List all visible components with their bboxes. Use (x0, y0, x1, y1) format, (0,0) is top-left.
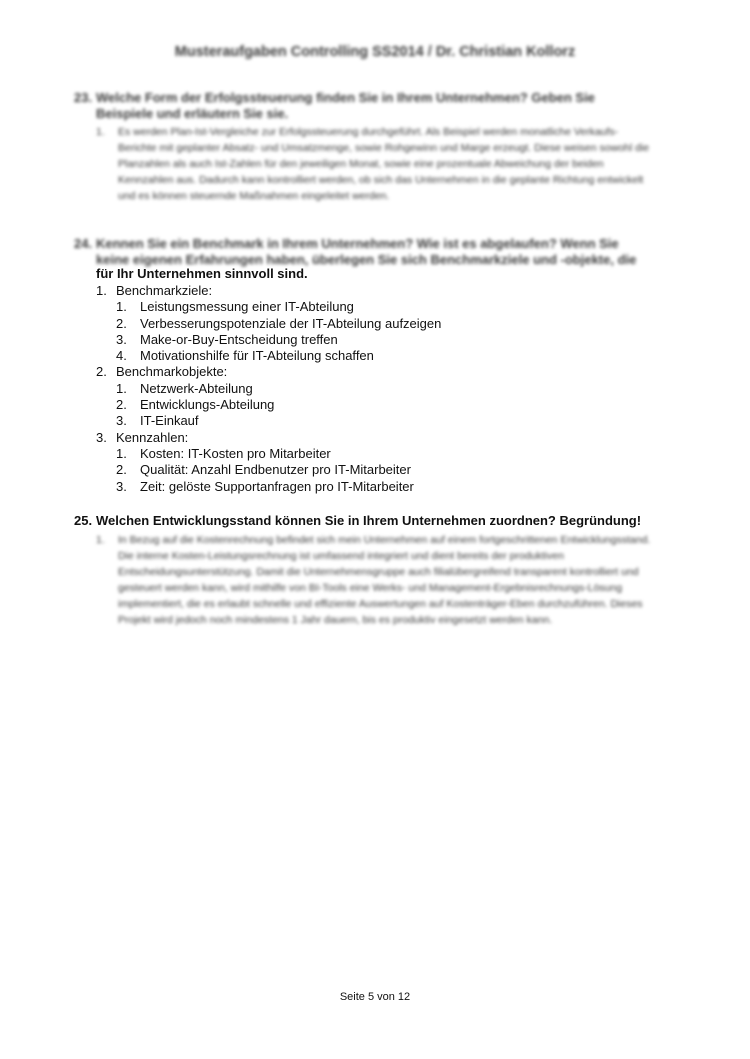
list-label: Make-or-Buy-Entscheidung treffen (140, 331, 338, 347)
question-text-line: keine eigenen Erfahrungen haben, überlegen Sie sich Benchmarkziele und -objekte, die (96, 252, 637, 267)
list-label: Leistungsmessung einer IT-Abteilung (140, 299, 354, 315)
list-label: Benchmarkobjekte: (116, 364, 228, 380)
list-item (96, 348, 441, 364)
list-number: 1. (116, 445, 127, 461)
list-label: Entwicklungs-Abteilung (140, 397, 275, 413)
list-item (96, 397, 441, 413)
list-number: 2. (116, 397, 127, 413)
list-number: 4. (116, 348, 127, 364)
list-number: 1. (96, 283, 107, 298)
question-text-line: Welchen Entwicklungsstand können Sie in Ihrem Unternehmen zuordnen? Begründung! (96, 513, 642, 528)
list-number: 1. (116, 380, 127, 396)
page-header: Musteraufgaben Controlling SS2014 / Dr. Christian Kollorz (174, 44, 576, 60)
list-label: Qualität: Anzahl Endbenutzer pro IT-Mitarbeiter (140, 462, 411, 478)
list-item (96, 283, 441, 299)
list-item (96, 462, 441, 478)
answer-number: 1. (96, 126, 105, 138)
list-label: Zeit: gelöste Supportanfragen pro IT-Mitarbeiter (140, 478, 414, 494)
benchmark-list (96, 283, 441, 495)
question-24 (74, 236, 674, 282)
list-number: 2. (116, 462, 127, 478)
question-text-line: für Ihr Unternehmen sinnvoll sind. (96, 266, 308, 281)
list-item (96, 332, 441, 348)
list-item (96, 316, 441, 332)
list-label: Netzwerk-Abteilung (140, 380, 253, 396)
list-number: 3. (116, 478, 127, 494)
list-item (96, 479, 441, 495)
question-text-line: Kennen Sie ein Benchmark in Ihrem Unternehmen? Wie ist es abgelaufen? Wenn Sie (96, 236, 619, 251)
answer-text: Es werden Plan-Ist-Vergleiche zur Erfolgssteuerung durchgeführt. Als Beispiel werden monatliche Verkaufs-Berichte mit geplanter Absatz- und Umsatzmenge, sowie Rohgewinn und Marge erzeugt. Diese weisen sowohl die Planzahlen als auch Ist-Zahlen für den jeweiligen Monat, sowie eine prozentuale Abweichung der beiden Kennzahlen aus. Dadurch kann kontrolliert werden, ob sich das Unternehmen in die geplante Richtung entwickelt und es können steuernde Maßnahmen eingeleitet werden. (118, 126, 650, 202)
question-25 (74, 513, 694, 529)
list-number: 1. (116, 299, 127, 315)
list-number: 3. (116, 413, 127, 429)
list-number: 3. (96, 429, 107, 445)
list-number: 2. (96, 364, 107, 380)
list-number: 2. (116, 315, 127, 331)
question-number: 23. (74, 90, 93, 105)
list-item (96, 364, 441, 380)
answer-text: In Bezug auf die Kostenrechnung befindet sich mein Unternehmen auf einem fortgeschrittenen Entwicklungsstand. Die interne Kosten-Leistungsrechnung ist umfassend integriert und dient bereits der produktiven Entscheidungsunterstützung. Damit die Unternehmensgruppe auch filialübergreifend transparent kontrolliert und gesteuert werden kann, wird mithilfe von BI-Tools eine Werks- und Management-Ergebnisrechnungs-Lösung implementiert, die es erlaubt schnelle und effiziente Auswertungen auf Kostenträger-Eben durchzuführen. Dieses Projekt wird jedoch noch mindestens 1 Jahr dauern, bis es produktiv eingesetzt werden kann. (118, 534, 651, 626)
list-label: Kosten: IT-Kosten pro Mitarbeiter (140, 445, 331, 461)
question-text-line: Welche Form der Erfolgssteuerung finden Sie in Ihrem Unternehmen? Geben Sie (96, 90, 595, 105)
list-label: Benchmarkziele: (116, 283, 213, 298)
answer-number: 1. (96, 534, 105, 546)
answer-25 (96, 532, 656, 628)
list-label: Motivationshilfe für IT-Abteilung schaffen (140, 348, 374, 364)
list-number: 3. (116, 331, 127, 347)
question-number: 25. (74, 513, 93, 528)
list-label: Verbesserungspotenziale der IT-Abteilung aufzeigen (140, 315, 442, 331)
question-number: 24. (74, 236, 93, 251)
question-23 (74, 90, 674, 122)
page-footer: Seite 5 von 12 (339, 991, 411, 1003)
list-item (96, 413, 441, 429)
list-item (96, 299, 441, 315)
answer-23 (96, 124, 656, 204)
list-item (96, 446, 441, 462)
list-label: Kennzahlen: (116, 429, 189, 445)
list-item (96, 430, 441, 446)
list-item (96, 381, 441, 397)
list-label: IT-Einkauf (140, 413, 199, 429)
question-text-line: Beispiele und erläutern Sie sie. (96, 106, 289, 121)
